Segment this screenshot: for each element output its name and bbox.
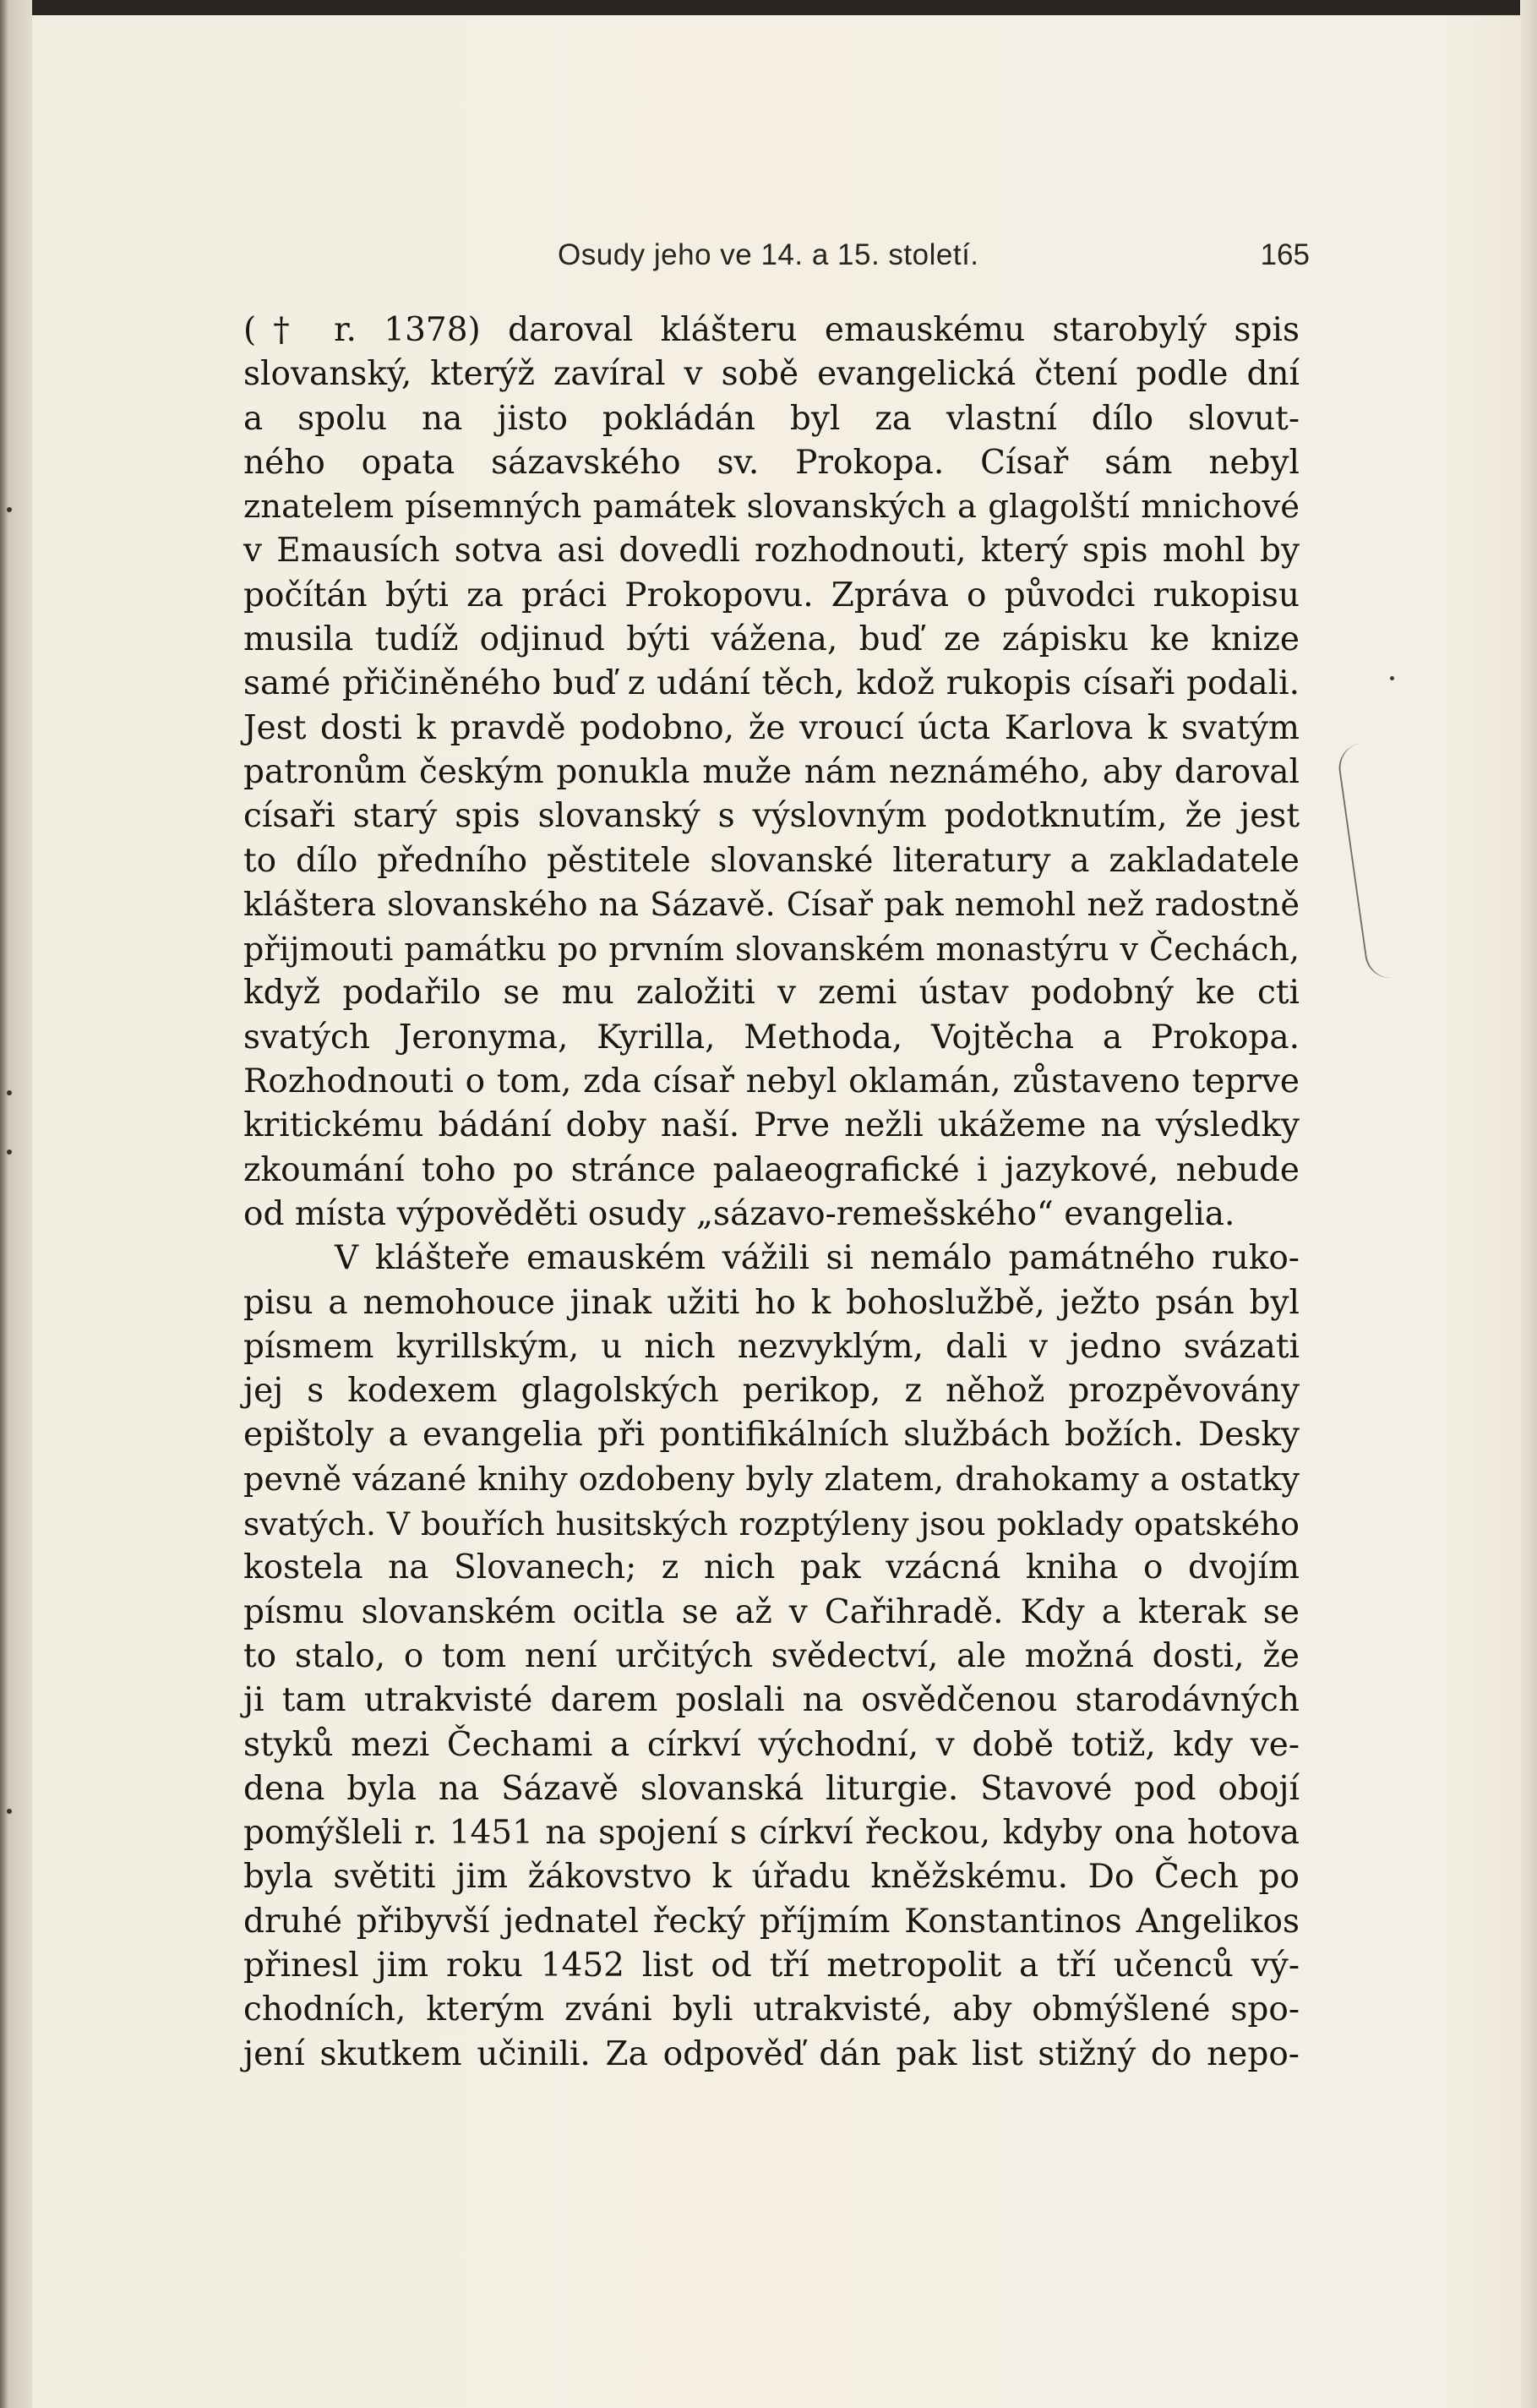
- text-line: to dílo předního pěstitele slovanské literatury a zakladatele: [243, 841, 1300, 880]
- binding-mark: [7, 1090, 12, 1095]
- text-line: ji tam utrakvisté darem poslali na osvědčenou starodávných: [243, 1681, 1300, 1720]
- scan-right-edge: [1520, 0, 1537, 2408]
- text-line: svatých. V bouřích husitských rozptýleny jsou poklady opatského: [243, 1505, 1300, 1543]
- text-line: ného opata sázavského sv. Prokopa. Císař sám nebyl: [243, 443, 1300, 482]
- text-line: v Emausích sotva asi dovedli rozhodnouti, který spis mohl by: [243, 532, 1300, 571]
- text-line: byla světiti jim žákovstvo k úřadu kněžskému. Do Čech po: [243, 1858, 1300, 1897]
- text-line: přijmouti památku po prvním slovanském monastýru v Čechách,: [243, 931, 1300, 969]
- scan-top-edge: [0, 0, 1537, 15]
- text-line: přinesl jim roku 1452 list od tří metropolit a tří učenců vý-: [243, 1946, 1300, 1985]
- margin-dot: [1390, 676, 1394, 680]
- text-line: V klášteře emauském vážili si nemálo památného ruko-: [335, 1239, 1300, 1278]
- text-line: musila tudíž odjinud býti vážena, buď ze zápisku ke knize: [243, 620, 1300, 659]
- running-title: Osudy jeho ve 14. a 15. století.: [558, 238, 979, 271]
- text-line: jej s kodexem glagolských perikop, z něhož prozpěvovány: [243, 1372, 1300, 1411]
- text-line: jení skutkem učinili. Za odpověď dán pak list stižný do nepo-: [243, 2034, 1300, 2073]
- text-line: když podařilo se mu založiti v zemi ústav podobný ke cti: [243, 974, 1300, 1013]
- text-line: kláštera slovanského na Sázavě. Císař pak nemohl než radostně: [243, 885, 1300, 924]
- margin-pencil-mark: [1336, 743, 1396, 981]
- text-line: znatelem písemných památek slovanských a glagolští mnichové: [243, 488, 1300, 527]
- text-line: od místa výpověděti osudy „sázavo-remešského“ evangelia.: [243, 1194, 1235, 1233]
- text-line: patronům českým ponukla muže nám neznámého, aby daroval: [243, 752, 1300, 791]
- text-line: chodních, kterým zváni byli utrakvisté, aby obmýšlené spo-: [243, 1990, 1300, 2029]
- page-number: 165: [1260, 238, 1310, 271]
- text-line: pisu a nemohouce jinak užiti ho k bohoslužbě, ježto psán byl: [243, 1283, 1300, 1322]
- text-line: svatých Jeronyma, Kyrilla, Methoda, Vojtěcha a Prokopa.: [243, 1018, 1300, 1057]
- binding-mark: [7, 1149, 12, 1155]
- text-line: Rozhodnouti o tom, zda císař nebyl oklamán, zůstaveno teprve: [243, 1062, 1300, 1101]
- text-line: písmem kyrillským, u nich nezvyklým, dali v jedno svázati: [243, 1327, 1300, 1366]
- text-line: epištoly a evangelia při pontifikálních službách božích. Desky: [243, 1416, 1300, 1455]
- text-line: pomýšleli r. 1451 na spojení s církví řeckou, kdyby ona hotova: [243, 1814, 1300, 1853]
- text-line: dena byla na Sázavě slovanská liturgie. Stavové pod obojí: [243, 1769, 1300, 1808]
- text-line: samé přičiněného buď z udání těch, kdož rukopis císaři podali.: [243, 664, 1300, 703]
- binding-mark: [7, 1809, 12, 1814]
- binding-mark: [7, 507, 12, 512]
- text-line: († r. 1378) daroval klášteru emauskému starobylý spis: [243, 311, 1300, 349]
- text-line: to stalo, o tom není určitých svědectví, ale možná dosti, že: [243, 1636, 1300, 1675]
- running-header: [245, 238, 1310, 281]
- text-line: zkoumání toho po stránce palaeografické i jazykové, nebude: [243, 1150, 1300, 1189]
- scan-binding-edge: [0, 0, 32, 2408]
- body-text: [243, 309, 1300, 2077]
- text-line: počítán býti za práci Prokopovu. Zpráva o původci rukopisu: [243, 576, 1300, 614]
- text-line: kostela na Slovanech; z nich pak vzácná kniha o dvojím: [243, 1548, 1300, 1587]
- paragraph-1: [243, 309, 1300, 1237]
- paragraph-2: [243, 1237, 1300, 2077]
- text-line: císaři starý spis slovanský s výslovným podotknutím, že jest: [243, 797, 1300, 836]
- text-line: styků mezi Čechami a církví východní, v době totiž, kdy ve-: [243, 1725, 1300, 1764]
- text-line: slovanský, kterýž zavíral v sobě evangelická čtení podle dní: [243, 355, 1300, 394]
- text-line: a spolu na jisto pokládán byl za vlastní dílo slovut-: [243, 399, 1300, 438]
- text-line: písmu slovanském ocitla se až v Cařihradě. Kdy a kterak se: [243, 1592, 1300, 1631]
- text-line: kritickému bádání doby naší. Prve nežli ukážeme na výsledky: [243, 1106, 1300, 1145]
- text-line: Jest dosti k pravdě podobno, že vroucí úcta Karlova k svatým: [243, 708, 1300, 747]
- text-line: pevně vázané knihy ozdobeny byly zlatem, drahokamy a ostatky: [243, 1460, 1300, 1499]
- text-line: druhé přibyvší jednatel řecký příjmím Konstantinos Angelikos: [243, 1902, 1300, 1941]
